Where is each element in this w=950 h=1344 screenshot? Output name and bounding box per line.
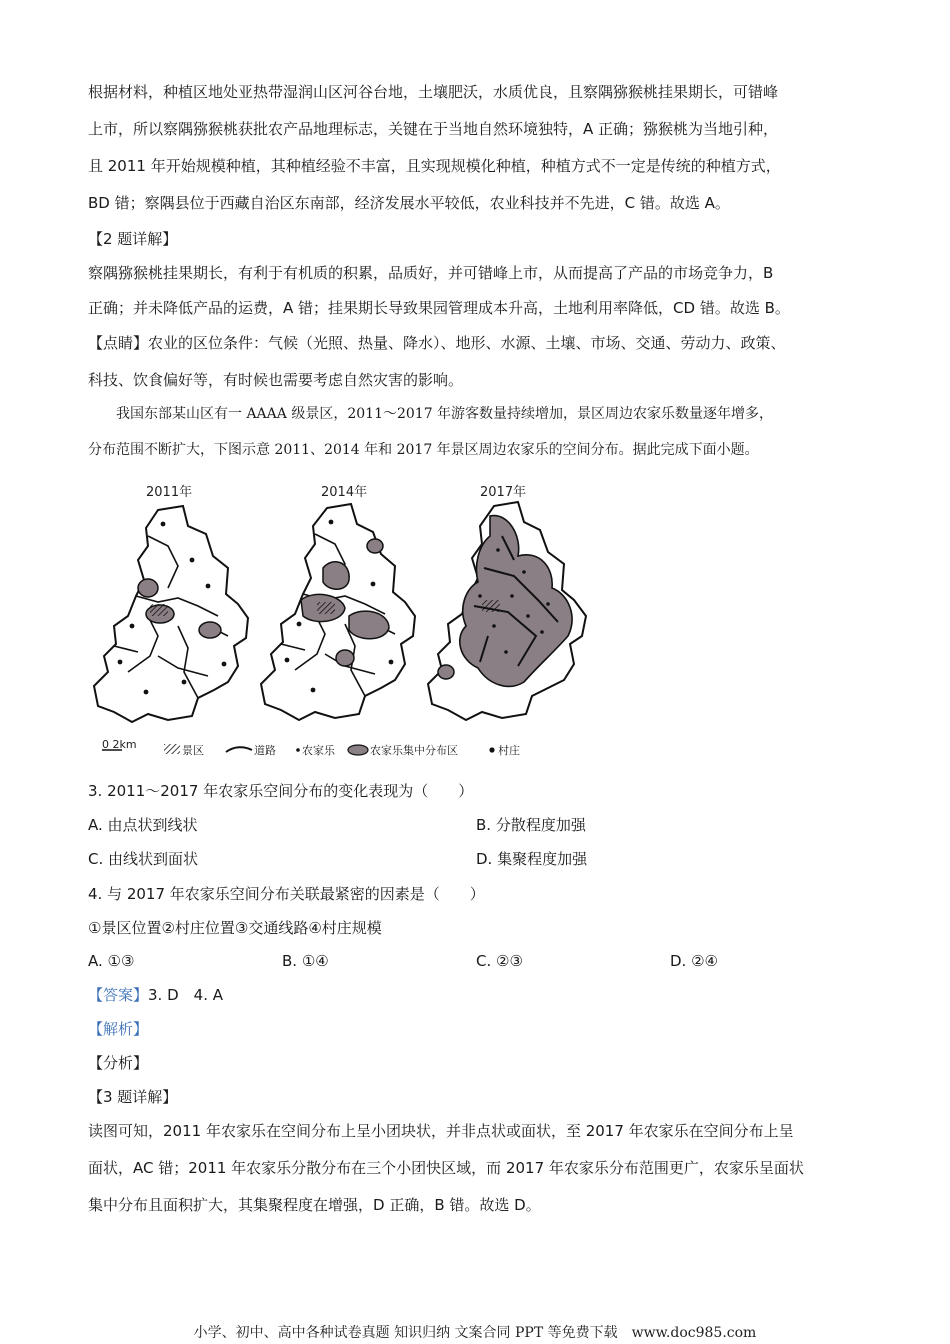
- q4-option-d[interactable]: D. ②④: [670, 952, 718, 970]
- map-2011-cluster-2: [199, 622, 221, 638]
- map-2017-title: 2017年: [480, 485, 527, 500]
- legend-scenic: 景区: [182, 744, 204, 757]
- material-line-2: 分布范围不断扩大，下图示意 2011、2014 年和 2017 年景区周边农家乐的空间分布。据此完成下面小题。: [88, 442, 759, 458]
- map-figure: [88, 476, 608, 768]
- para1-line-3: 且 2011 年开始规模种植，其种植经验不丰富，且实现规模化种植，种植方式不一定是传统的种植方式，: [88, 157, 781, 175]
- map-2017-cluster-main: [460, 516, 572, 687]
- q3-option-d[interactable]: D. 集聚程度加强: [476, 850, 588, 868]
- material-line-1: 我国东部某山区有一 AAAA 级景区，2011～2017 年游客数量持续增加，景区周边农家乐数量逐年增多，: [88, 406, 774, 422]
- q3-option-a[interactable]: A. 由点状到线状: [88, 816, 198, 834]
- map-2014-cluster-3: [349, 611, 389, 639]
- fenxi-heading: 【分析】: [88, 1054, 149, 1072]
- cluster-area-icon: [348, 745, 368, 755]
- map-2014-scenic: [317, 602, 335, 614]
- legend-cluster: 农家乐集中分布区: [370, 744, 458, 757]
- para3-line-3: 集中分布且面积扩大，其集聚程度在增强，D 正确，B 错。故选 D。: [88, 1196, 541, 1214]
- para1-line-1: 根据材料，种植区地处亚热带湿润山区河谷台地，土壤肥沃，水质优良，且察隅猕猴桃挂果期长，可错峰: [88, 83, 779, 101]
- legend-village: 村庄: [498, 744, 520, 757]
- q3-heading: 【3 题详解】: [88, 1088, 178, 1106]
- map-2011: [94, 484, 248, 722]
- q3-option-c[interactable]: C. 由线状到面状: [88, 850, 199, 868]
- map-2014-title: 2014年: [321, 485, 368, 500]
- q4-option-a[interactable]: A. ①③: [88, 952, 135, 970]
- jiexi-heading: 【解析】: [88, 1020, 149, 1038]
- legend-farmhouse: 农家乐: [302, 744, 335, 757]
- answer-label: 【答案】: [88, 986, 149, 1004]
- page-footer: 小学、初中、高中各种试卷真题 知识归纳 文案合同 PPT 等免费下载 www.doc985.com: [193, 1325, 757, 1341]
- village-icon: [489, 747, 494, 752]
- para1-line-4: BD 错；察隅县位于西藏自治区东南部，经济发展水平较低，农业科技并不先进，C 错。故选 A。: [88, 194, 730, 212]
- road-icon: [226, 747, 252, 752]
- legend-road: 道路: [254, 744, 276, 757]
- map-2014: [261, 484, 415, 720]
- q4-items: ①景区位置②村庄位置③交通线路④村庄规模: [88, 919, 382, 937]
- q3-stem: 3. 2011～2017 年农家乐空间分布的变化表现为（ ）: [88, 782, 474, 800]
- map-2011-title: 2011年: [146, 485, 193, 500]
- map-2017: [428, 484, 586, 720]
- q4-option-b[interactable]: B. ①④: [282, 952, 329, 970]
- answer-row: [88, 985, 223, 1005]
- para1-line-2: 上市，所以察隅猕猴桃获批农产品地理标志，关键在于当地自然环境独特，A 正确；猕猴桃为当地引种，: [88, 120, 779, 138]
- map-2014-cluster-4: [336, 650, 354, 666]
- farmhouse-icon: [296, 748, 300, 752]
- map-legend: [102, 738, 520, 757]
- para3-line-1: 读图可知，2011 年农家乐在空间分布上呈小团块状，并非点状或面状，至 2017 年农家乐在空间分布上呈: [88, 1122, 794, 1140]
- q2-heading: 【2 题详解】: [88, 230, 178, 248]
- para3-line-2: 面状，AC 错；2011 年农家乐分散分布在三个小团快区域，而 2017 年农家乐分布范围更广，农家乐呈面状: [88, 1159, 804, 1177]
- map-2014-cluster-5: [367, 539, 383, 553]
- q4-option-c[interactable]: C. ②③: [476, 952, 523, 970]
- para2-line-2: 正确；并未降低产品的运费，A 错；挂果期长导致果园管理成本升高，土地利用率降低，CD 错。故选 B。: [88, 299, 790, 317]
- scenic-area-icon: [164, 744, 180, 754]
- map-2011-scenic: [150, 604, 168, 616]
- q4-stem: 4. 与 2017 年农家乐空间分布关联最紧密的因素是（ ）: [88, 885, 485, 903]
- para2-line-1: 察隅猕猴桃挂果期长，有利于有机质的积累，品质好，并可错峰上市，从而提高了产品的市场竞争力，B: [88, 264, 774, 282]
- answer-value: 3. D 4. A: [148, 986, 223, 1004]
- dianjing-line-1: 【点睛】农业的区位条件：气候（光照、热量、降水）、地形、水源、土壤、市场、交通、劳动力、政策、: [88, 334, 786, 352]
- q3-option-b[interactable]: B. 分散程度加强: [476, 816, 586, 834]
- dianjing-line-2: 科技、饮食偏好等，有时候也需要考虑自然灾害的影响。: [88, 371, 464, 389]
- map-2014-cluster-1: [323, 562, 349, 590]
- map-2011-cluster-1: [138, 579, 158, 597]
- map-2017-scenic: [482, 600, 500, 612]
- legend-scale: 0 2km: [102, 738, 137, 751]
- map-2017-cluster-2: [438, 665, 454, 679]
